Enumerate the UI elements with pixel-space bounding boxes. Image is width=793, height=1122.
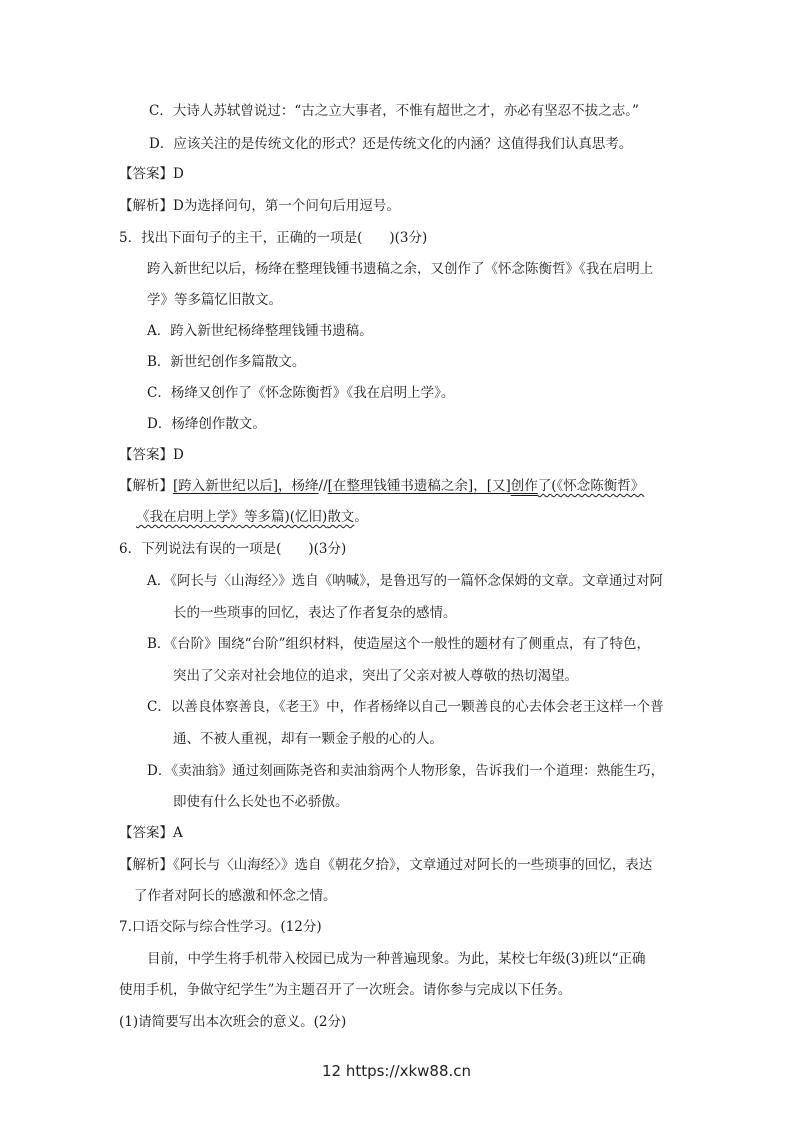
q7-subquestion-1: (1)请简要写出本次班会的意义。(2分) — [119, 1014, 347, 1030]
q5-option-b: B．新世纪创作多篇散文。 — [147, 354, 306, 370]
q6-analysis-line1 — [119, 855, 652, 875]
q4-analysis — [119, 196, 400, 216]
analysis-text: D为选择问句，第一个问句后用逗号。 — [173, 198, 400, 214]
q6-option-d-line2: 即使有什么长处也不必骄傲。 — [173, 794, 349, 810]
q4-option-c: C．大诗人苏轼曾说过：“古之立大事者，不惟有超世之才，亦必有坚忍不拔之志。” — [149, 103, 639, 119]
page-footer: 12 https://xkw88.cn — [321, 1062, 472, 1080]
q6-option-b-line1: B．《台阶》围绕“台阶”组织材料，使造屋这个一般性的题材有了侧重点，有了特色， — [147, 636, 650, 652]
q5-analysis-line1 — [119, 476, 644, 496]
analysis-tag: 【解析】 — [119, 198, 173, 214]
answer-value: A — [173, 825, 183, 841]
q7-intro-line2: 使用手机，争做守纪学生”为主题召开了一次班会。请你参与完成以下任务。 — [119, 982, 572, 998]
attributive-phrase: 了(《怀念陈衡哲》 — [537, 478, 645, 494]
q6-answer — [119, 823, 183, 843]
q4-option-d: D．应该关注的是传统文化的形式？还是传统文化的内涵？这值得我们认真思考。 — [149, 136, 633, 152]
answer-value: D — [173, 447, 184, 463]
answer-value: D — [173, 166, 184, 182]
period: 。 — [354, 509, 368, 525]
q7-intro-line1: 目前，中学生将手机带入校园已成为一种普遍现象。为此，某校七年级(3)班以“正确 — [147, 951, 646, 967]
q4-answer — [119, 164, 184, 184]
q6-stem: 6．下列说法有误的一项是( )(3分) — [119, 541, 347, 557]
predicate: 创作 — [510, 478, 538, 494]
q6-option-b-line2: 突出了父亲对社会地位的追求，突出了父亲对被人尊敬的热切渴望。 — [173, 668, 578, 684]
adverbial-phrase-2: [在整理钱锺书遗稿之余] — [327, 478, 474, 494]
q6-option-a-line2: 长的一些琐事的回忆，表达了作者复杂的感情。 — [173, 605, 457, 621]
q6-option-d-line1: D．《卖油翁》通过刻画陈尧咨和卖油翁两个人物形象，告诉我们一个道理：熟能生巧， — [147, 763, 665, 779]
answer-tag: 【答案】 — [119, 825, 173, 841]
q6-option-a-line1: A．《阿长与〈山海经〉》选自《呐喊》，是鲁迅写的一篇怀念保姆的文章。文章通过对阿 — [147, 573, 663, 589]
q6-option-c-line2: 通、不被人重视，却有一颗金子般的心的人。 — [173, 731, 443, 747]
q6-option-c-line1: C．以善良体察善良，《老王》中，作者杨绛以自己一颗善良的心去体会老王这样一个普 — [147, 699, 664, 715]
answer-tag: 【答案】 — [119, 447, 173, 463]
q5-option-a: A．跨入新世纪杨绛整理钱锺书遗稿。 — [147, 323, 373, 339]
q5-analysis-line2 — [136, 507, 368, 527]
subject-predicate-divider: // — [318, 478, 328, 494]
object-word: 散文 — [327, 509, 355, 525]
q5-option-d: D．杨绛创作散文。 — [147, 416, 266, 432]
adverbial-phrase-1: [跨入新世纪以后]，杨绛 — [173, 478, 319, 494]
analysis-tag: 【解析】 — [119, 857, 173, 873]
q7-stem: 7.口语交际与综合性学习。(12分) — [119, 919, 322, 935]
analysis-text: 《阿长与〈山海经〉》选自《朝花夕拾》，文章通过对阿长的一些琐事的回忆，表达 — [173, 857, 653, 873]
q6-analysis-line2: 了作者对阿长的感激和怀念之情。 — [134, 888, 337, 904]
adverbial-phrase-3: ，[又] — [473, 478, 511, 494]
q5-stem: 5．找出下面句子的主干，正确的一项是( )(3分) — [119, 230, 428, 246]
q5-option-c: C．杨绛又创作了《怀念陈衡哲》《我在启明上学》。 — [147, 385, 455, 401]
q5-passage-line2: 学》等多篇忆旧散文。 — [147, 292, 282, 308]
answer-tag: 【答案】 — [119, 166, 173, 182]
q5-answer — [119, 445, 184, 465]
q5-passage-line1: 跨入新世纪以后，杨绛在整理钱锺书遗稿之余，又创作了《怀念陈衡哲》《我在启明上 — [147, 261, 654, 277]
analysis-tag: 【解析】 — [119, 478, 173, 494]
attributive-phrase-cont: 《我在启明上学》等多篇)(忆旧) — [136, 509, 328, 525]
